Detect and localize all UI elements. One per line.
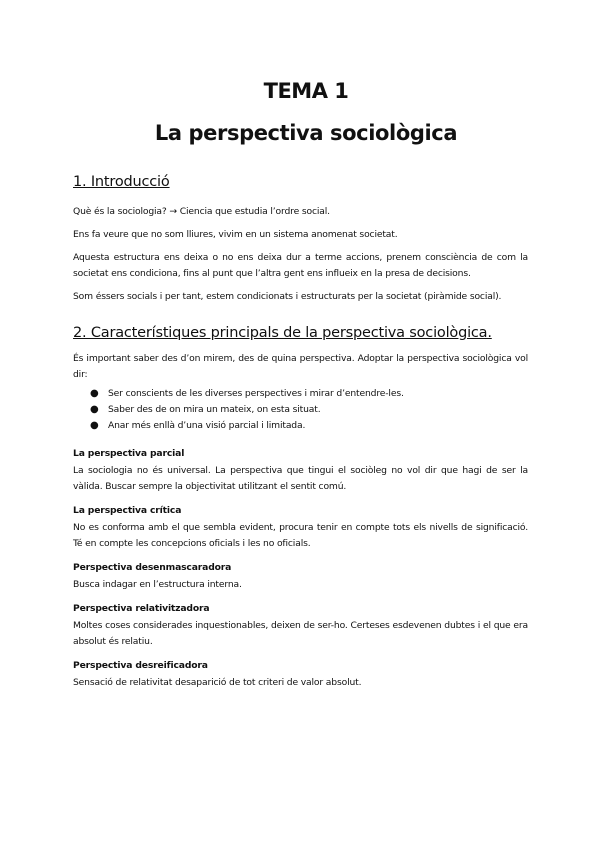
bullet-icon: ●	[90, 388, 99, 399]
bullet-icon: ●	[90, 420, 99, 431]
subsection-perspectiva-desreificadora	[73, 658, 528, 691]
bullet-list	[73, 386, 528, 434]
subsection-perspectiva-critica	[73, 503, 528, 552]
subsection-title: Perspectiva desenmascaradora	[73, 562, 232, 573]
list-item-text: Ser conscients de les diverses perspectives i mirar d’entendre-les.	[108, 388, 404, 399]
bullet-icon: ●	[90, 404, 99, 415]
subsection-title: La perspectiva parcial	[73, 448, 185, 459]
subsection-perspectiva-parcial	[73, 446, 528, 495]
paragraph: Ens fa veure que no som lliures, vivim en un sistema anomenat societat.	[73, 229, 398, 240]
paragraph: Aquesta estructura ens deixa o no ens deixa dur a terme accions, prenem consciència de com la societat ens condiciona, fins al punt que l’altra gent ens influeix en la presa de decisions.	[73, 252, 528, 279]
subsection-text: Sensació de relativitat desaparició de tot criteri de valor absolut.	[73, 677, 362, 688]
title-block	[0, 76, 600, 148]
section-1-heading: 1. Introducció	[73, 174, 170, 190]
subsection-text: Busca indagar en l’estructura interna.	[73, 579, 242, 590]
subsection-text: La sociologia no és universal. La perspectiva que tingui el sociòleg no vol dir que hagi de ser la vàlida. Buscar sempre la objectivitat utilitzant el sentit comú.	[73, 465, 528, 492]
subsection-text: No es conforma amb el que sembla evident, procura tenir en compte tots els nivells de significació. Té en compte les concepcions oficials i les no oficials.	[73, 522, 528, 549]
list-item-text: Anar més enllà d’una visió parcial i limitada.	[108, 420, 306, 431]
document-content	[73, 172, 528, 699]
list-item	[90, 402, 528, 418]
paragraph: És important saber des d’on mirem, des de quina perspectiva. Adoptar la perspectiva sociològica vol dir:	[73, 353, 528, 380]
subsection-title: Perspectiva relativitzadora	[73, 603, 210, 614]
subsection-perspectiva-desenmascaradora	[73, 560, 528, 593]
paragraph: Què és la sociologia? → Ciencia que estudia l’ordre social.	[73, 206, 330, 217]
subsection-title: Perspectiva desreificadora	[73, 660, 208, 671]
section-2-heading: 2. Característiques principals de la perspectiva sociològica.	[73, 325, 492, 341]
paragraph: Som éssers socials i per tant, estem condicionats i estructurats per la societat (piràmide social).	[73, 291, 502, 302]
list-item	[90, 386, 528, 402]
page-title: TEMA 1	[263, 79, 349, 103]
subsection-title: La perspectiva crítica	[73, 505, 182, 516]
list-item	[90, 418, 528, 434]
list-item-text: Saber des de on mira un mateix, on esta situat.	[108, 404, 321, 415]
page-subtitle: La perspectiva sociològica	[154, 121, 458, 145]
subsection-text: Moltes coses considerades inquestionables, deixen de ser-ho. Certeses esdevenen dubtes i el que era absolut és relatiu.	[73, 620, 528, 647]
subsection-perspectiva-relativitzadora	[73, 601, 528, 650]
